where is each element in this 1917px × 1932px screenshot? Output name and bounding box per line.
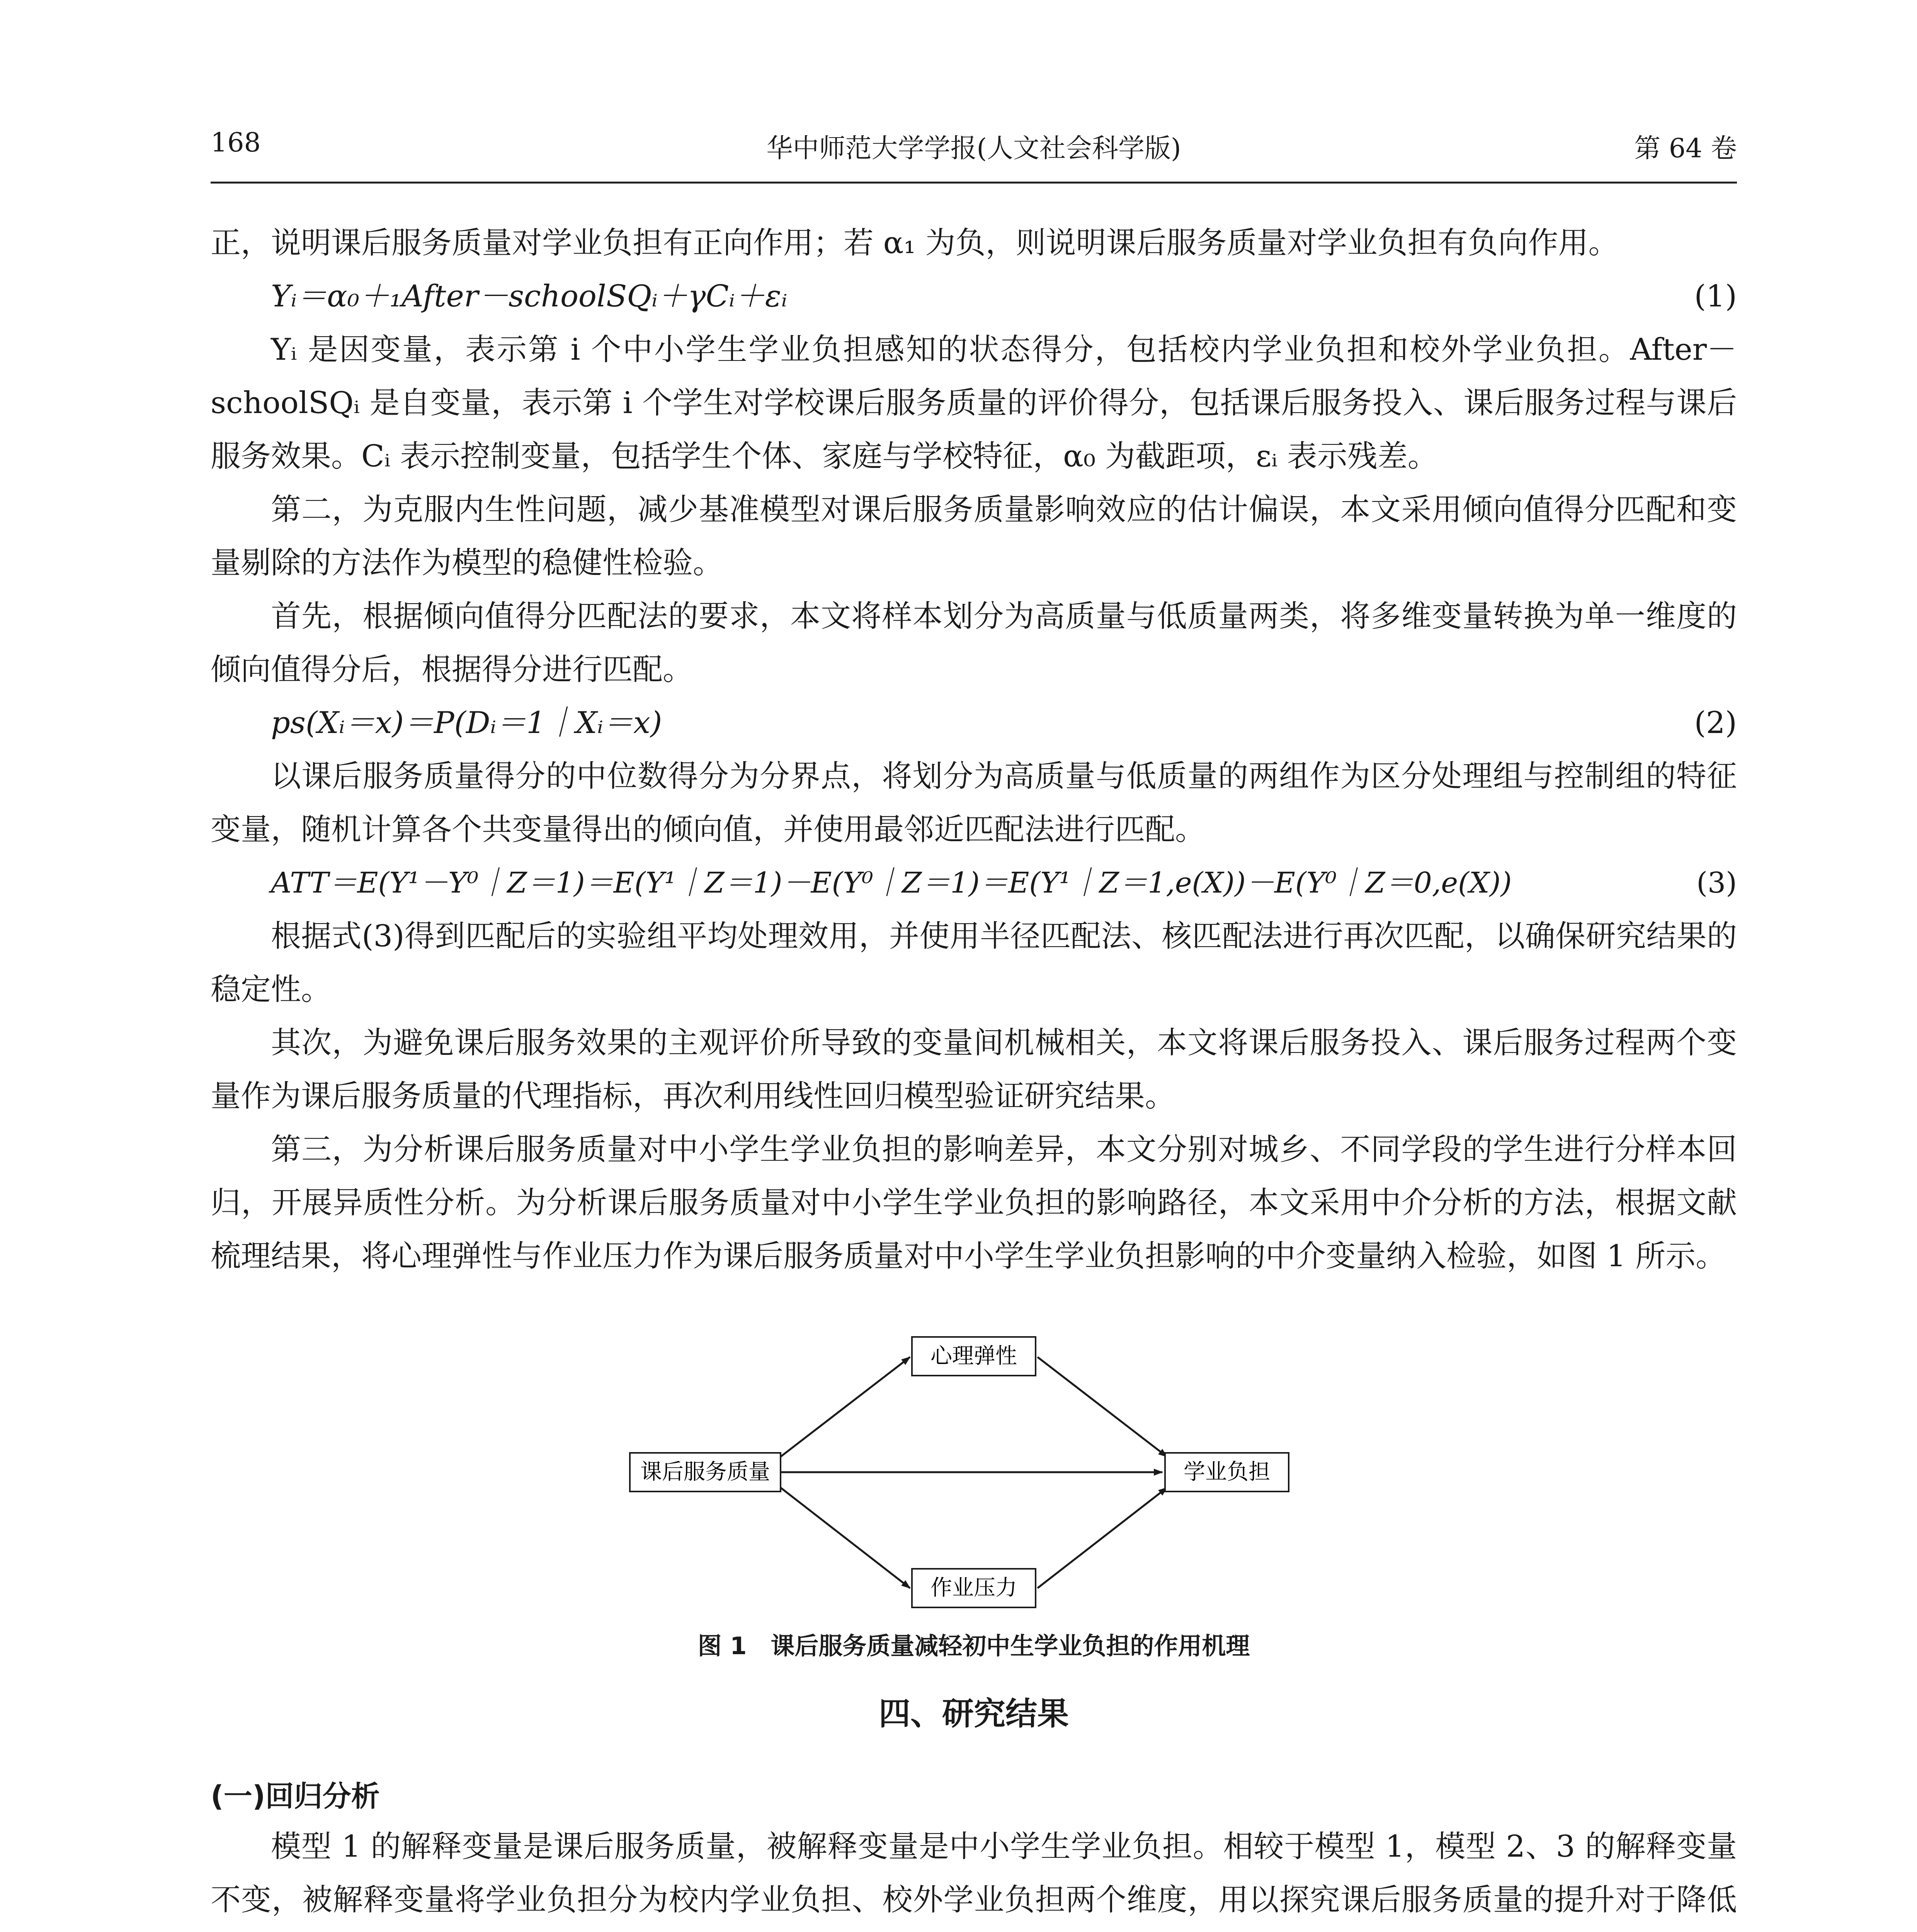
equation-text: ATT＝E(Y¹－Y⁰｜Z＝1)＝E(Y¹｜Z＝1)－E(Y⁰｜Z＝1)＝E(Y¹｜Z＝1,e(X))－E(Y⁰｜Z＝0,e(X)) — [271, 866, 1512, 900]
equation-number: (3) — [1696, 866, 1737, 900]
node-after-school-quality — [630, 1453, 781, 1492]
volume-label: 第 64 卷 — [1634, 133, 1737, 164]
equation-1 — [211, 270, 1737, 323]
paragraph: Yᵢ 是因变量，表示第 i 个中小学生学业负担感知的状态得分，包括校内学业负担和校外学业负担。After－schoolSQᵢ 是自变量，表示第 i 个学生对学校课后服务质量的评价得分，包括课后服务投入、课后服务过程与课后服务效果。Cᵢ 表示控制变量，包括学生个体、家庭与学校特征，α₀ 为截距项，εᵢ 表示残差。 — [211, 332, 1737, 474]
equation-text: ps(Xᵢ＝x)＝P(Dᵢ＝1｜Xᵢ＝x) — [271, 706, 662, 740]
node-label: 作业压力 — [930, 1575, 1017, 1600]
paragraph: 首先，根据倾向值得分匹配法的要求，本文将样本划分为高质量与低质量两类，将多维变量转换为单一维度的倾向值得分后，根据得分进行匹配。 — [211, 599, 1737, 687]
arrow-pressure-to-burden — [1038, 1488, 1167, 1588]
equation-number: (2) — [1694, 706, 1737, 740]
node-label: 心理弹性 — [930, 1344, 1017, 1369]
mediation-diagram — [626, 1321, 1322, 1615]
page-number: 168 — [211, 128, 261, 158]
paragraph: 正，说明课后服务质量对学业负担有正向作用；若 α₁ 为负，则说明课后服务质量对学业负担有负向作用。 — [211, 226, 1619, 260]
body-text-bottom — [211, 1820, 1737, 1932]
node-label: 课后服务质量 — [640, 1459, 770, 1485]
node-academic-burden — [1165, 1453, 1289, 1492]
header-rule — [211, 182, 1737, 184]
paragraph: 第三，为分析课后服务质量对中小学生学业负担的影响差异，本文分别对城乡、不同学段的学生进行分样本回归，开展异质性分析。为分析课后服务质量对中小学生学业负担的影响路径，本文采用中介分析的方法，根据文献梳理结果，将心理弹性与作业压力作为课后服务质量对中小学生学业负担影响的中介变量纳入检验，如图 1 所示。 — [211, 1132, 1737, 1274]
running-header — [211, 128, 1737, 174]
paragraph: 根据式(3)得到匹配后的实验组平均处理效用，并使用半径匹配法、核匹配法进行再次匹配，以确保研究结果的稳定性。 — [211, 919, 1737, 1007]
subsection-title: (一)回归分析 — [211, 1780, 380, 1813]
equation-text: Yᵢ＝α₀＋₁After－schoolSQᵢ＋γCᵢ＋εᵢ — [271, 279, 788, 314]
journal-title: 华中师范大学学报(人文社会科学版) — [766, 133, 1181, 164]
paragraph: 第二，为克服内生性问题，减少基准模型对课后服务质量影响效应的估计偏误，本文采用倾向值得分匹配和变量剔除的方法作为模型的稳健性检验。 — [211, 492, 1737, 580]
arrow-quality-to-pressure — [781, 1488, 910, 1588]
equation-2 — [211, 696, 1737, 750]
paragraph: 以课后服务质量得分的中位数得分为分界点，将划分为高质量与低质量的两组作为区分处理组与控制组的特征变量，随机计算各个共变量得出的倾向值，并使用最邻近匹配法进行匹配。 — [211, 759, 1737, 847]
equation-number: (1) — [1694, 279, 1737, 314]
figure-caption: 图 1 课后服务质量减轻初中生学业负担的作用机理 — [697, 1632, 1250, 1660]
node-label: 学业负担 — [1184, 1459, 1270, 1485]
equation-3 — [211, 856, 1737, 910]
body-text-top — [211, 216, 1737, 1283]
arrow-quality-to-resilience — [781, 1357, 910, 1457]
node-homework-pressure — [912, 1569, 1036, 1607]
section-title: 四、研究结果 — [878, 1696, 1069, 1732]
paragraph: 其次，为避免课后服务效果的主观评价所导致的变量间机械相关，本文将课后服务投入、课后服务过程两个变量作为课后服务质量的代理指标，再次利用线性回归模型验证研究结果。 — [211, 1026, 1737, 1114]
arrow-resilience-to-burden — [1038, 1357, 1167, 1457]
paragraph: 模型 1 的解释变量是课后服务质量，被解释变量是中小学生学业负担。相较于模型 1，模型 2、3 的解释变量不变，被解释变量将学业负担分为校内学业负担、校外学业负担两个维度，用以探究课后服务质量的提升对于降低 — [211, 1829, 1737, 1917]
node-resilience — [912, 1337, 1036, 1376]
